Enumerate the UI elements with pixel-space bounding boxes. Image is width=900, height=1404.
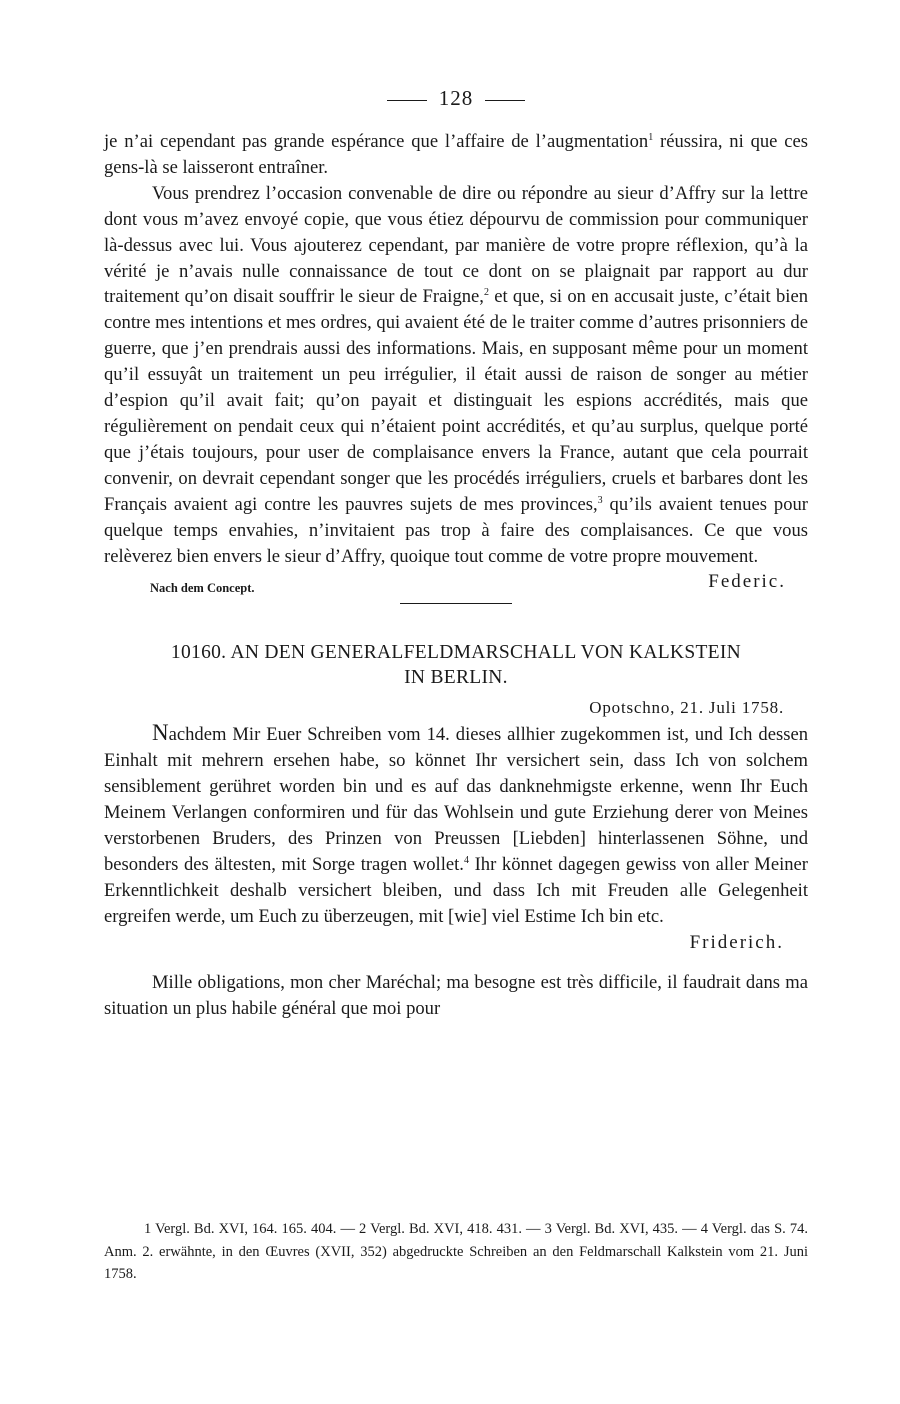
footnote-ref: 1 bbox=[648, 131, 654, 143]
paragraph-text: je n’ai cependant pas grande espérance que l’affaire de l’augmentation bbox=[104, 131, 649, 152]
header-dash-left bbox=[387, 100, 427, 101]
header-dash-right bbox=[485, 100, 525, 101]
letter-title-line2: IN BERLIN. bbox=[404, 667, 508, 689]
footnote-text: 1 Vergl. Bd. XVI, 164. 165. 404. — 2 Vergl. Bd. XVI, 418. 431. — 3 Vergl. Bd. XVI, 435. — 4 Vergl. das S. 74. Anm. 2. erwähnte, in den Œuvres (XVII, 352) abgedruckte Schreiben an den Feldmarschall Kalkstein vom 21. Juni 1758. bbox=[104, 1221, 808, 1282]
letter-body bbox=[104, 720, 808, 929]
paragraph-text: qu’ils avaient tenues pour quelque temps envahies, n’invitaient pas trop à faire des complaisances. Ce que vous relèverez bien envers le sieur d’Affry, quoique tout comme de votre propre mouvement. bbox=[104, 493, 809, 567]
initial-letter: N bbox=[152, 720, 169, 746]
paragraph-main bbox=[104, 181, 808, 570]
letter-text: achdem Mir Euer Schreiben vom 14. dieses allhier zugekommen ist, und Ich dessen Einhalt mit mehrern ersehen habe, so könnet Ihr versichert sein, dass Ich von solchem sensiblement gerühret worden bin und es auf das danknehmigste erkenne, wenn Ihr Euch Meinem Verlangen conformiren und für das Wohlsein und gute Erziehung derer von Meines verstorbenen Bruders, des Prinzen von Preussen [Liebden] hinterlassenen Söhne, und besonders des ältesten, mit Sorge tragen wollet. bbox=[104, 724, 808, 875]
letter-text: Ihr könnet dagegen gewiss von aller Meiner Erkenntlichkeit deshalb versichert bleiben, und dass Ich mit Freuden alle Gelegenheit ergreifen werde, um Euch zu überzeugen, mit [wie] viel Estime Ich bin etc. bbox=[104, 853, 808, 927]
footnotes bbox=[104, 1218, 808, 1286]
spacer bbox=[104, 956, 808, 970]
footnote-ref: 3 bbox=[597, 494, 603, 506]
page-number: 128 bbox=[438, 86, 474, 110]
place-date: Opotschno, 21. Juli 1758. bbox=[589, 698, 784, 718]
paragraph-text: réussira, ni que ces gens-là se laisseront entraîner. bbox=[104, 131, 808, 178]
footnote-ref: 4 bbox=[463, 854, 469, 866]
page-header bbox=[104, 86, 808, 111]
page-body bbox=[104, 86, 808, 1021]
postscript: Mille obligations, mon cher Maréchal; ma besogne est très difficile, il faudrait dans ma situation un plus habile général que moi pour bbox=[104, 971, 808, 1019]
letter-title-line1: 10160. AN DEN GENERALFELDMARSCHALL VON KALKSTEIN bbox=[170, 642, 742, 664]
letter-signature: Friderich. bbox=[689, 931, 784, 953]
source-note: Nach dem Concept. bbox=[150, 581, 255, 596]
footnote-ref: 2 bbox=[483, 287, 489, 299]
paragraph-continuation bbox=[104, 129, 808, 181]
paragraph-text: Vous prendrez l’occasion convenable de dire ou répondre au sieur d’Affry sur la lettre dont vous m’avez envoyé copie, que vous étiez dépourvu de commission pour communiquer là-dessus avec lui. Vous ajouterez cependant, par manière de votre propre réflexion, qu’à la vérité je n’avais nulle connaissance de tout ce dont on se plaignait par rapport au dur traitement qu’on disait souffrir le sieur de Fraigne, bbox=[104, 182, 808, 308]
signature: Federic. bbox=[708, 571, 786, 593]
paragraph-text: et que, si on en accusait juste, c’était bien contre mes intentions et mes ordres, qui avaient été de le traiter comme d’autres prisonniers de guerre, que j’en prendrais aussi des informations. Mais, en supposant même pour un moment qu’il essuyât un traitement un peu irrégulier, il était aussi de raison de songer au métier d’espion qu’il avait fait; qu’on payait et distinguait les espions accrédités, mais que régulièrement on pendait ceux qui n’étaient point accrédités, et qu’au surplus, quelque porté que j’étais toujours, pour user de complaisance envers la France, autant que cela pourrait convenir, on devrait cependant songer que les procédés irréguliers, cruels et barbares dont les Français avaient agi contre les pauvres sujets de mes provinces, bbox=[104, 286, 808, 515]
letter-title bbox=[104, 640, 808, 690]
signature-row bbox=[104, 571, 808, 601]
section-divider bbox=[400, 603, 512, 604]
